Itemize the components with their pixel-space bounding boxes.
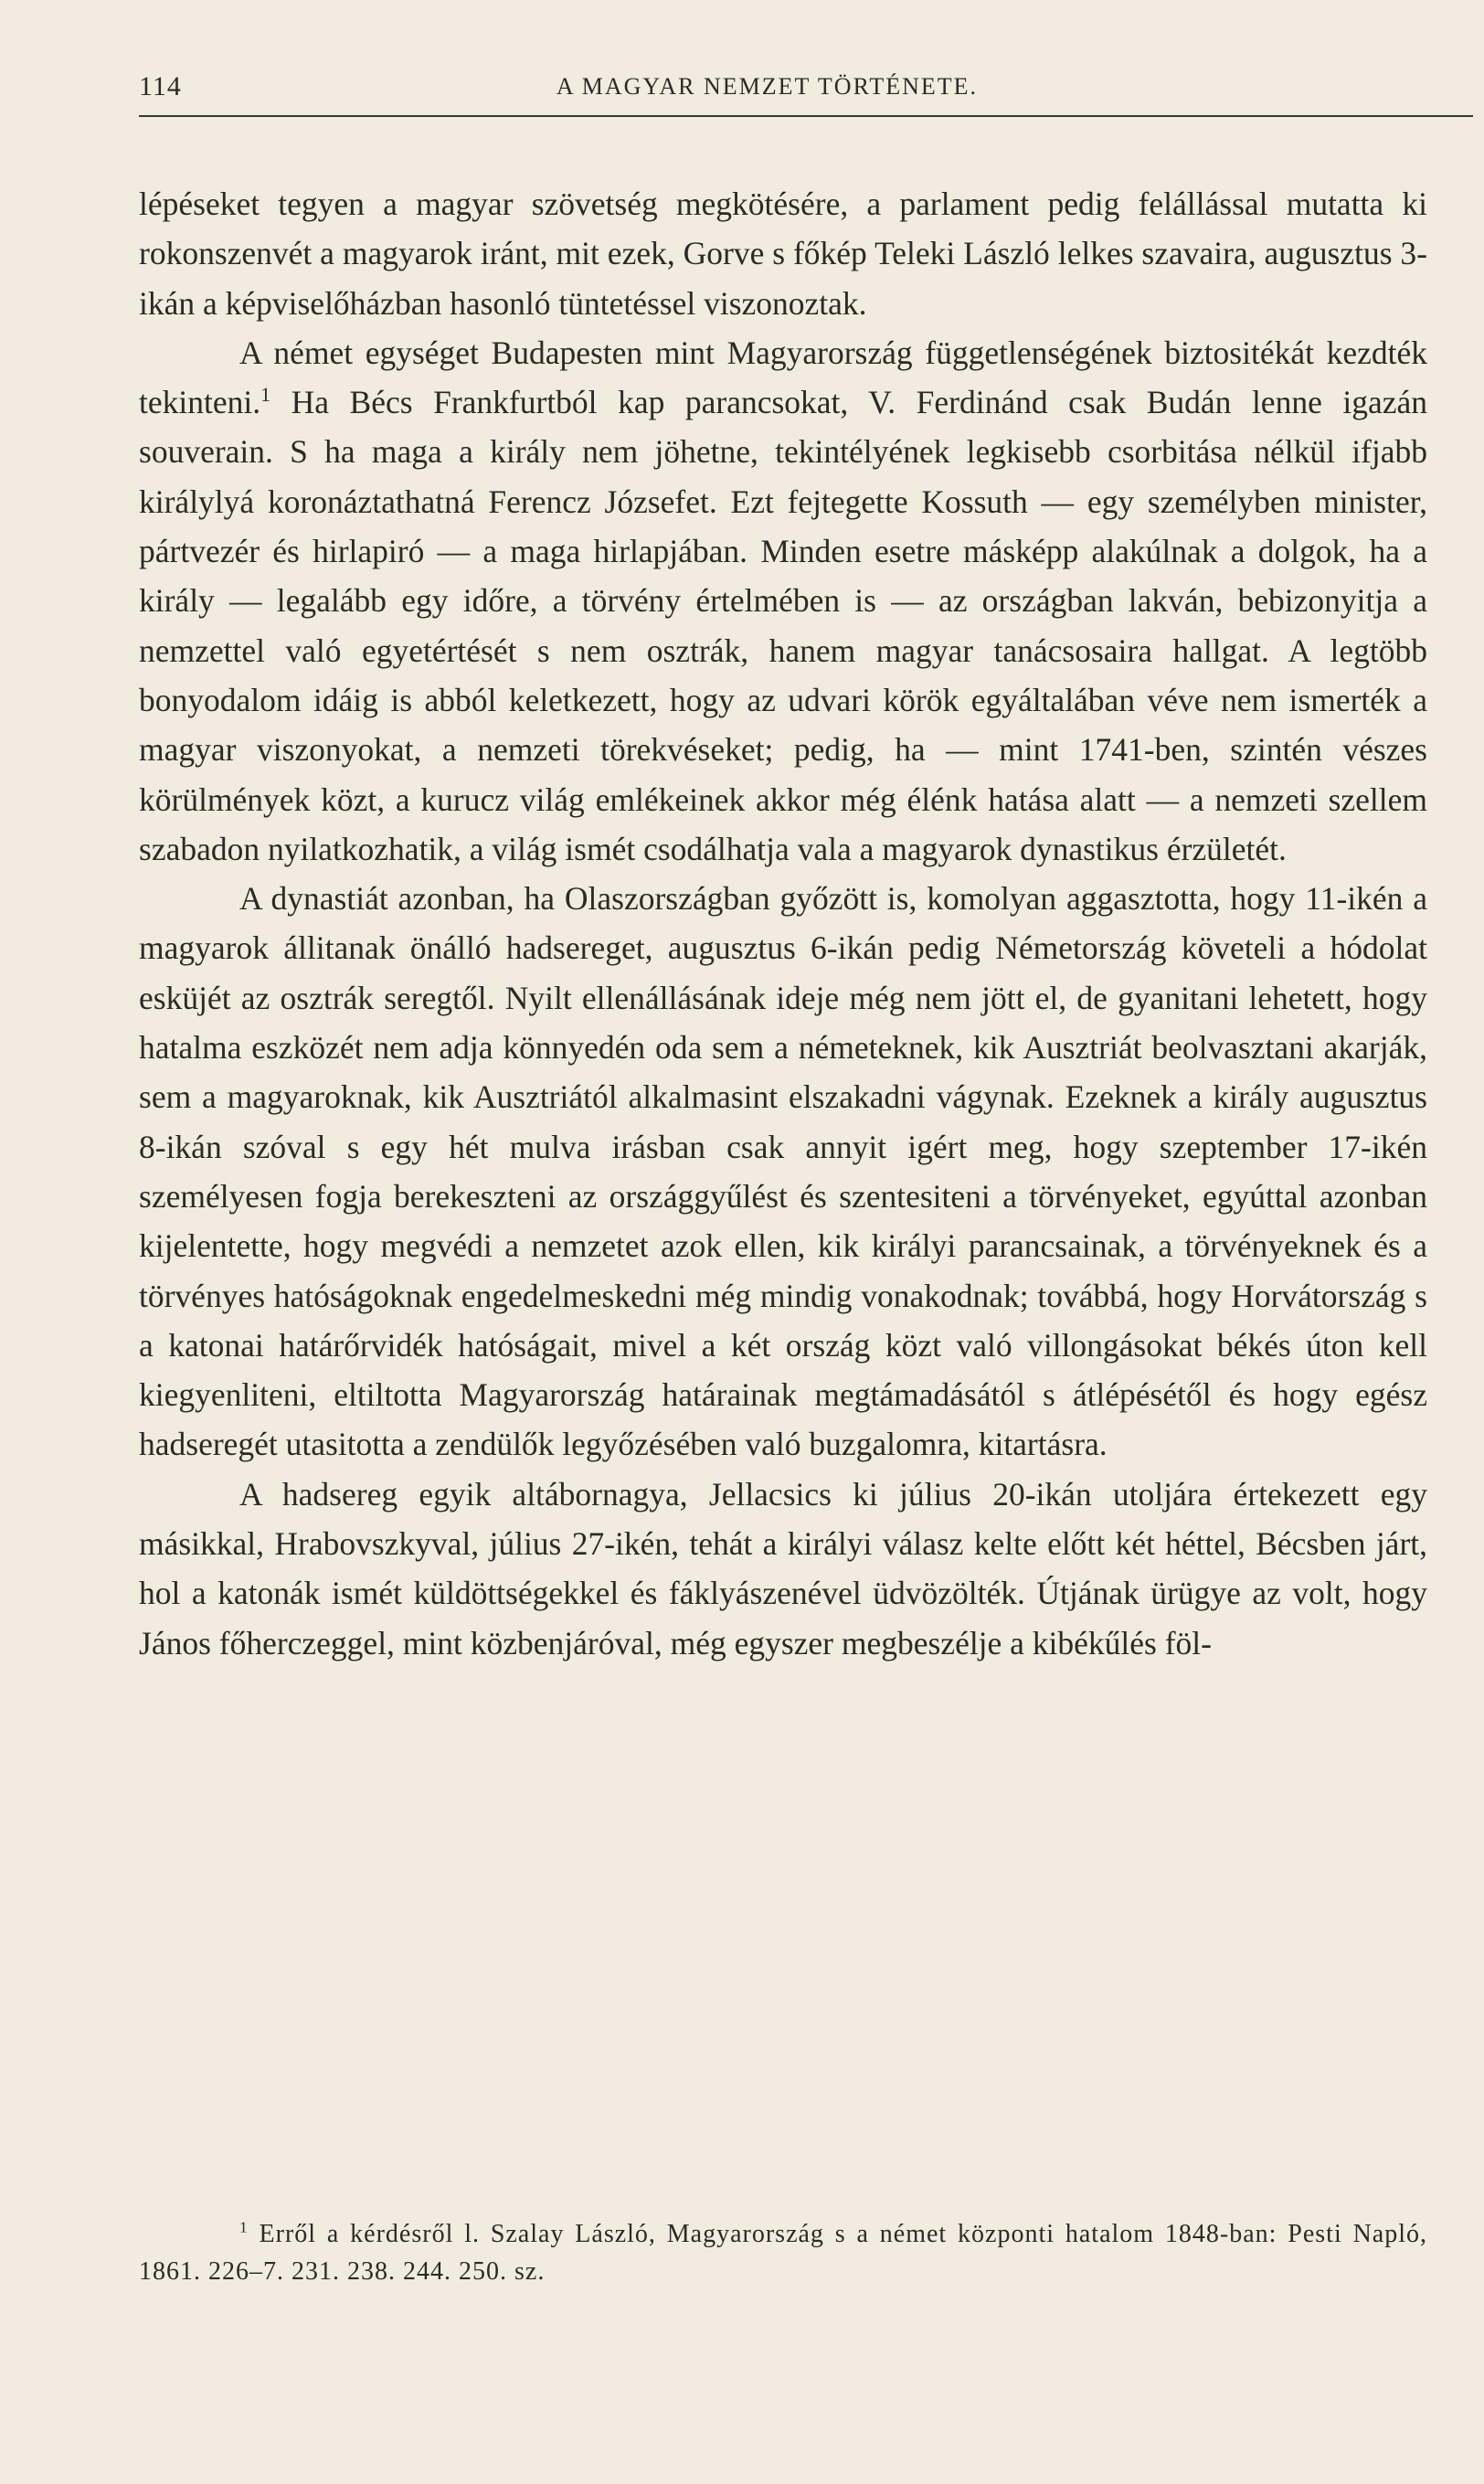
footnote-text-block (139, 2215, 1427, 2290)
paragraph-2-part-2: Ha Bécs Frankfurtból kap parancsokat, V. Ferdinánd csak Budán lenne igazán souverain. S ha maga a király nem jöhetne, tekintélyének legkisebb csorbitása nélkül ifjabb királylyá koronáztathatná Ferencz Józsefet. Ezt fejtegette Kossuth — egy személyben minister, pártvezér és hirlapiró — a maga hirlapjában. Minden esetre másképp alakúlnak a dolgok, ha a király — legalább egy időre, a törvény értelmében is — az országban lakván, bebizonyitja a nemzettel való egyetértését s nem osztrák, hanem magyar tanácsosaira hallgat. A legtöbb bonyodalom idáig is abból keletkezett, hogy az udvari körök egyáltalában véve nem ismerték a magyar viszonyokat, a nemzeti törekvéseket; pedig, ha — mint 1741-ben, szintén vészes körülmények közt, a kurucz világ emlékeinek akkor még élénk hatása alatt — a nemzeti szellem szabadon nyilatkozhatik, a világ ismét csodálhatja vala a magyarok dynastikus érzületét. (139, 384, 1427, 867)
body-text (139, 179, 1427, 1668)
paragraph-3: A dynastiát azonban, ha Olaszországban győzött is, komolyan aggasztotta, hogy 11-ikén a magyarok állitanak önálló hadsereget, augusztus 6-ikán pedig Németország követeli a hódolat esküjét az osztrák seregtől. Nyilt ellenállásának ideje még nem jött el, de gyanitani lehetett, hogy hatalma eszközét nem adja könnyedén oda sem a németeknek, kik Ausztriát beolvasztani akarják, sem a magyaroknak, kik Ausztriától alkalmasint elszakadni vágynak. Ezeknek a király augusztus 8-ikán szóval s egy hét mulva irásban csak annyit igért meg, hogy szeptember 17-ikén személyesen fogja berekeszteni az országgyűlést és szentesiteni a törvényeket, egyúttal azonban kijelentette, hogy megvédi a nemzetet azok ellen, kik királyi parancsainak, a törvényeknek és a törvényes hatóságoknak engedelmeskedni még mindig vonakodnak; továbbá, hogy Horvátország s a katonai határőrvidék hatóságait, mivel a két ország közt való villongásokat békés úton kell kiegyenliteni, eltiltotta Magyarország határainak megtámadásától s átlépésétől és hogy egész hadseregét utasitotta a zendülők legyőzésében való buzgalomra, kitartásra. (139, 880, 1427, 1463)
paragraph-1: lépéseket tegyen a magyar szövetség megkötésére, a parlament pedig felállással mutatta ki rokonszenvét a magyarok iránt, mit ezek, Gorve s főkép Teleki László lelkes szavaira, augusztus 3-ikán a képviselőházban hasonló tüntetéssel viszonoztak. (139, 186, 1427, 322)
paragraph-4: A hadsereg egyik altábornagya, Jellacsics ki július 20-ikán utoljára értekezett egy másikkal, Hrabovszkyval, július 27-ikén, tehát a királyi válasz kelte előtt két héttel, Bécsben járt, hol a katonák ismét küldöttségekkel és fáklyászenével üdvözölték. Útjának ürügye az volt, hogy János főherczeggel, mint közbenjáróval, még egyszer megbeszélje a kibékűlés föl- (139, 1475, 1427, 1661)
footnote (139, 2215, 1427, 2290)
running-title: A MAGYAR NEMZET TÖRTÉNETE. (556, 73, 979, 100)
paragraph-2 (139, 328, 1427, 874)
header-rule (139, 115, 1473, 117)
page-number: 114 (139, 71, 182, 101)
footnote-reference: 1 (260, 383, 271, 407)
footnote-mark: 1 (239, 2218, 249, 2236)
running-head (139, 71, 1395, 113)
footnote-text: Erről a kérdésről l. Szalay László, Magyarország s a német központi hatalom 1848-ban: Pesti Napló, 1861. 226–7. 231. 238. 244. 250. sz. (139, 2220, 1427, 2286)
paragraph-2-part-1: A német egységet Budapesten mint Magyarország függetlenségének biztositékát kezdték tekinteni. (139, 334, 1427, 421)
